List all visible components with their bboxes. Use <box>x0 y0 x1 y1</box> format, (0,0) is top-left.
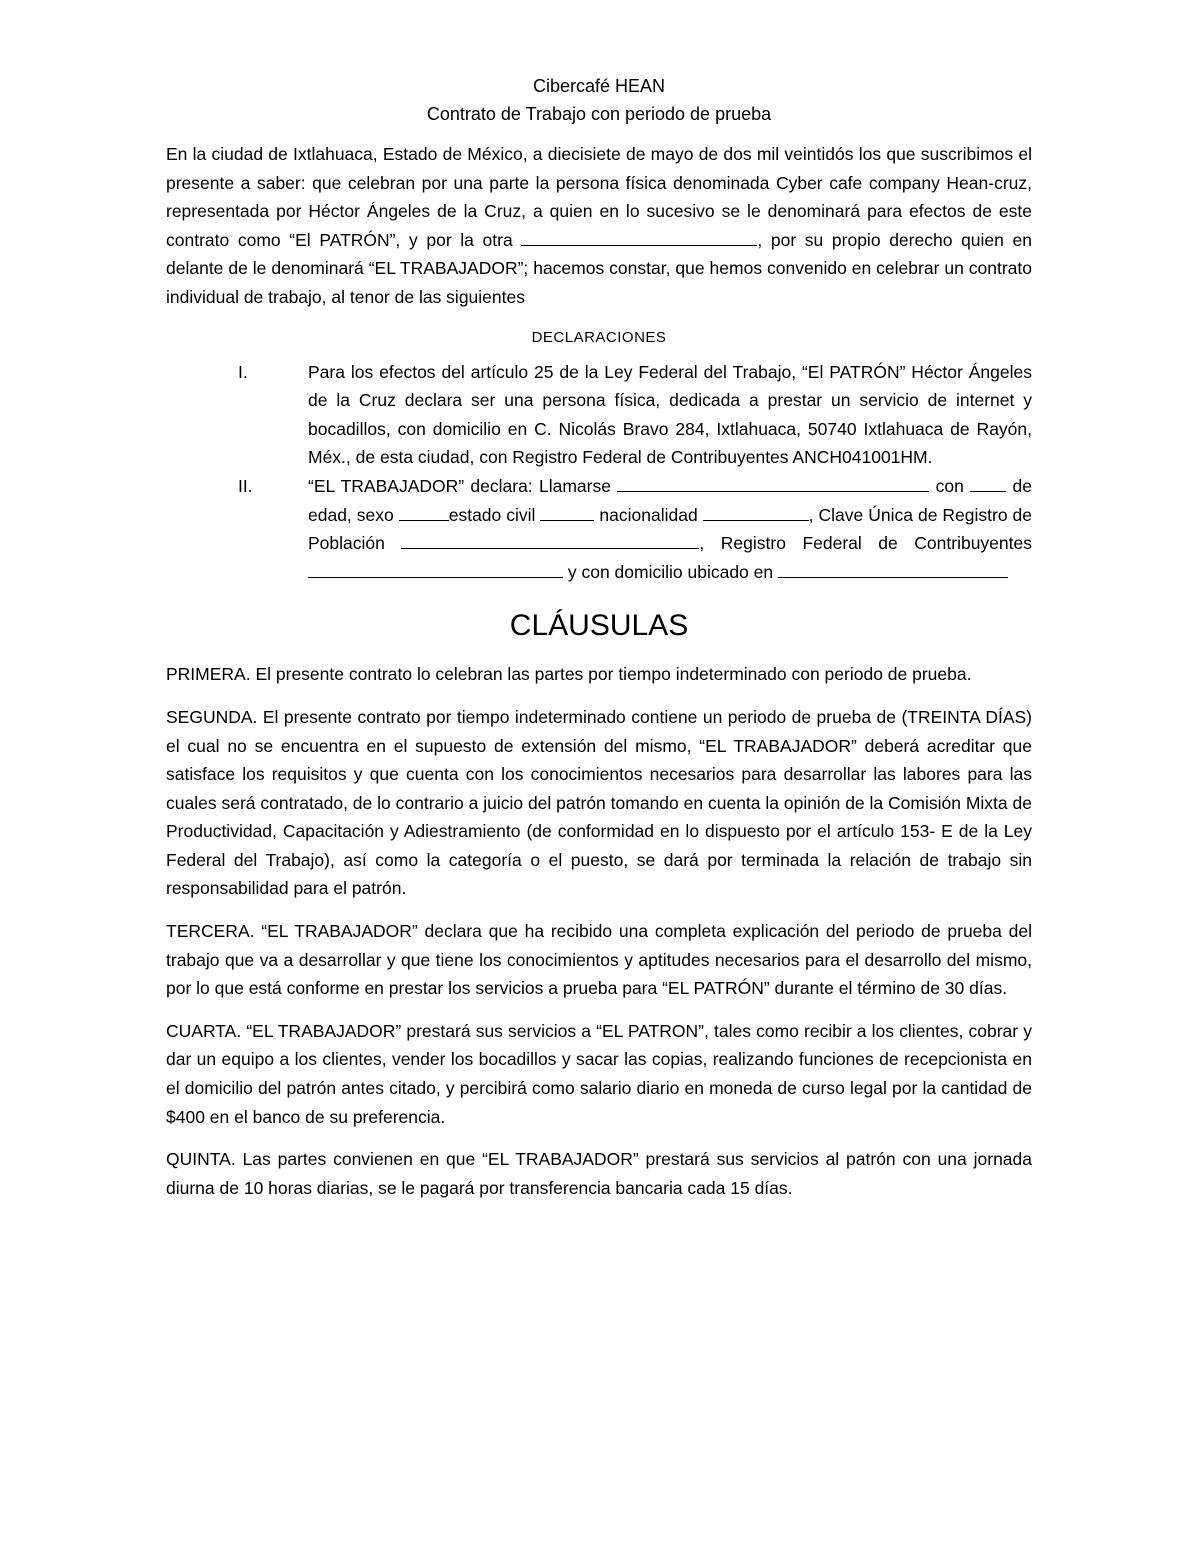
clausulas-heading: CLÁUSULAS <box>509 609 689 643</box>
intro-text-1: En la ciudad de Ixtlahuaca, Estado de México, a diecisiete de mayo de dos mil veintidós los que suscribimos el presente a saber: que celebran por una parte la persona física denominada Cyber cafe company Hean-cruz, representada por Héctor Ángeles de la Cruz, a quien en lo sucesivo se le denominará para efectos de este contrato como “El PATRÓN”, y por la otra <box>166 144 1032 250</box>
declaracion-text-4: estado civil <box>448 504 541 525</box>
intro-text-2: , por su propio derecho quien en delante de le denominará “EL TRABAJADOR”; hacemos constar, que hemos convenido en celebrar un contrato individual de trabajo, al tenor de las siguientes <box>166 229 1032 307</box>
clause-label: TERCERA. <box>166 921 255 942</box>
declaracion-text-7: , Registro Federal de Contribuyentes <box>699 533 1032 554</box>
nationality-blank <box>703 502 809 521</box>
declaracion-text-6: , Clave Única de Registro de Población <box>308 504 1033 554</box>
declaracion-text-1: “EL TRABAJADOR” declara: Llamarse <box>308 475 618 496</box>
clause-text: Las partes convienen en que “EL TRABAJADOR” prestará sus servicios al patrón con una jornada diurna de 10 horas diarias, se le pagará por transferencia bancaria cada 15 días. <box>166 1149 1032 1198</box>
sex-blank <box>399 502 449 521</box>
name-blank <box>617 473 929 492</box>
declaracion-text-3: de edad, sexo <box>308 475 1032 525</box>
address-blank <box>778 559 1008 578</box>
declaracion-number: II. <box>238 475 253 496</box>
clause-text: “EL TRABAJADOR” prestará sus servicios a “EL PATRON”, tales como recibir a los clientes, cobrar y dar un equipo a los clientes, vender los bocadillos y sacar las copias, realizando funciones de recepcionista en el domicilio del patrón antes citado, y percibirá como salario diario en moneda de curso legal por la cantidad de $400 en el banco de su preferencia. <box>166 1020 1032 1127</box>
clause-label: SEGUNDA. <box>166 706 258 727</box>
clause-label: QUINTA. <box>166 1149 236 1170</box>
age-blank <box>970 473 1006 492</box>
clause-text: El presente contrato lo celebran las partes por tiempo indeterminado con periodo de prueba. <box>250 664 972 685</box>
document-title: Contrato de Trabajo con periodo de prueba <box>426 104 772 124</box>
worker-name-blank <box>521 227 757 246</box>
declaraciones-list <box>166 358 1032 587</box>
document-content <box>166 72 1032 1216</box>
clausula-primera <box>166 660 1032 689</box>
civil-status-blank <box>540 502 594 521</box>
clausula-quinta <box>166 1145 1032 1202</box>
curp-blank <box>401 530 699 549</box>
declaracion-text-8: y con domicilio ubicado en <box>563 561 778 582</box>
declaracion-number: I. <box>238 361 248 382</box>
clausula-segunda <box>166 703 1032 903</box>
declaracion-text-5: nacionalidad <box>594 504 703 525</box>
clausula-tercera <box>166 917 1032 1003</box>
intro-paragraph <box>166 140 1032 312</box>
declaracion-item-2 <box>166 472 1032 586</box>
clause-label: PRIMERA. <box>166 664 251 685</box>
clausula-cuarta <box>166 1017 1032 1131</box>
rfc-blank <box>308 559 563 578</box>
clause-text: “EL TRABAJADOR” declara que ha recibido una completa explicación del periodo de prueba del trabajo que va a desarrollar y que tiene los conocimientos y aptitudes necesarios para el desarrollo del mismo, por lo que está conforme en prestar los servicios a prueba para “EL PATRÓN” durante el término de 30 días. <box>166 921 1032 999</box>
declaracion-text-2: con <box>929 475 971 496</box>
declaraciones-heading: DECLARACIONES <box>531 328 667 346</box>
clause-text: El presente contrato por tiempo indeterminado contiene un periodo de prueba de (TREINTA DÍAS) el cual no se encuentra en el supuesto de extensión del mismo, “EL TRABAJADOR” deberá acreditar que satisface los requisitos y que cuenta con los conocimientos necesarios para desarrollar las labores para las cuales será contratado, de lo contrario a juicio del patrón tomando en cuenta la opinión de la Comisión Mixta de Productividad, Capacitación y Adiestramiento (de conformidad en lo dispuesto por el artículo 153- E de la Ley Federal del Trabajo), así como la categoría o el puesto, se dará por terminada la relación de trabajo sin responsabilidad para el patrón. <box>166 706 1032 899</box>
company-name: Cibercafé HEAN <box>532 76 666 96</box>
clause-label: CUARTA. <box>166 1020 242 1041</box>
declaracion-item-1 <box>166 358 1032 472</box>
declaracion-text: Para los efectos del artículo 25 de la Ley Federal del Trabajo, “El PATRÓN” Héctor Ángeles de la Cruz declara ser una persona física, dedicada a prestar un servicio de internet y bocadillos, con domicilio en C. Nicolás Bravo 284, Ixtlahuaca, 50740 Ixtlahuaca de Rayón, Méx., de esta ciudad, con Registro Federal de Contribuyentes ANCH041001HM. <box>308 361 1032 468</box>
